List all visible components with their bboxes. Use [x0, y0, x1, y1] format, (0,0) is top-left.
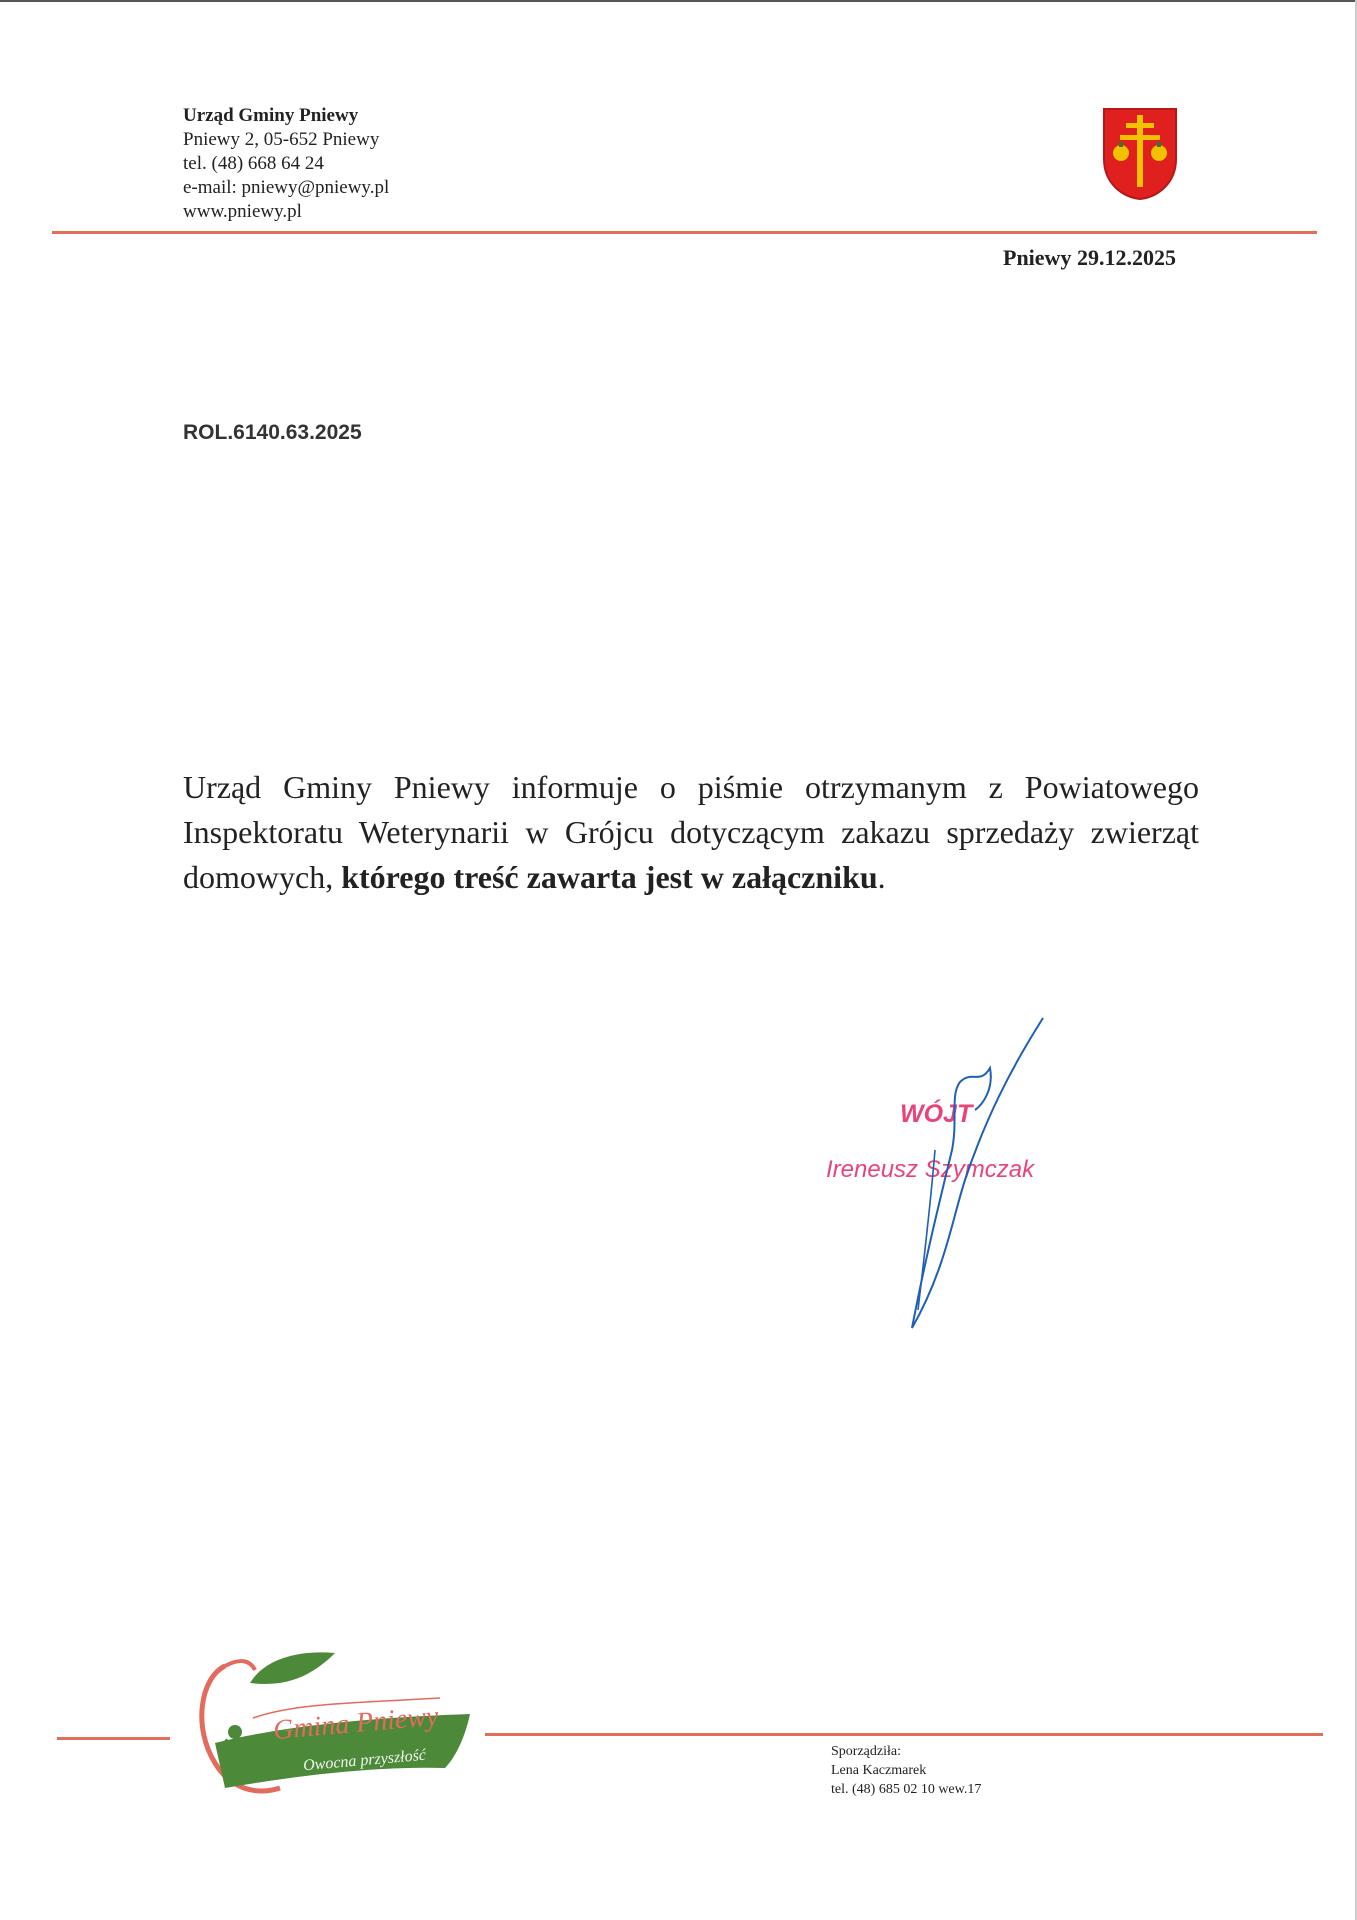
logo-name: Gmina Pniewy: [271, 1700, 440, 1747]
document-date: Pniewy 29.12.2025: [1003, 245, 1176, 270]
sender-email: e-mail: pniewy@pniewy.pl: [183, 177, 390, 198]
coat-of-arms-icon: [1102, 107, 1178, 201]
footer-divider-right: [485, 1733, 1323, 1736]
reference-number: ROL.6140.63.2025: [183, 421, 362, 444]
scan-edge: [0, 0, 1357, 2]
prepared-by-block: [831, 1742, 981, 1799]
sender-block: [183, 104, 389, 224]
sender-website: www.pniewy.pl: [183, 201, 302, 222]
handwritten-signature: [890, 1010, 1070, 1340]
sender-name: Urząd Gminy Pniewy: [183, 105, 359, 126]
sender-phone: tel. (48) 668 64 24: [183, 153, 324, 174]
stamp-title: WÓJT: [900, 1100, 973, 1128]
prepared-by-phone: tel. (48) 685 02 10 wew.17: [831, 1782, 982, 1797]
logo-tagline: Owocna przyszłość: [302, 1746, 427, 1775]
footer-divider-left: [57, 1737, 170, 1740]
header-divider: [52, 231, 1317, 234]
prepared-by-label: Sporządziła:: [831, 1744, 901, 1759]
body-text-bold: którego treść zawarta jest w załączniku: [341, 859, 878, 895]
body-paragraph: [183, 765, 1199, 900]
body-text-end: .: [877, 859, 886, 895]
sender-address: Pniewy 2, 05-652 Pniewy: [183, 129, 380, 150]
body-text-regular: Urząd Gminy Pniewy informuje o piśmie otrzymanym z Powiatowego Inspektoratu Weterynarii w Grójcu dotyczącym zakazu sprzedaży zwierząt domowych,: [183, 769, 1199, 895]
stamp-name: Ireneusz Szymczak: [826, 1156, 1035, 1183]
prepared-by-name: Lena Kaczmarek: [831, 1763, 927, 1778]
